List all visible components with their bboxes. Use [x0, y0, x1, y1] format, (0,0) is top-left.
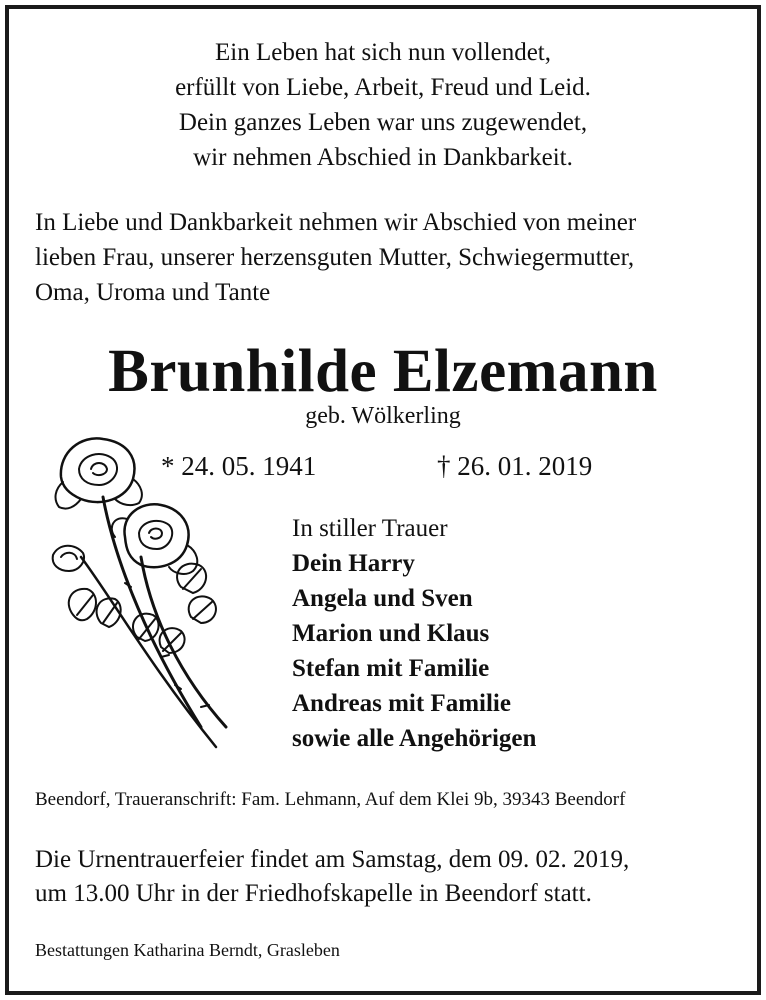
mourner-name: Andreas mit Familie	[292, 690, 511, 717]
mourners-heading: In stiller Trauer	[292, 515, 448, 542]
intro-line: Oma, Uroma und Tante	[35, 279, 271, 306]
intro-line: lieben Frau, unserer herzensguten Mutter, Schwiegermutter,	[35, 244, 635, 271]
poem	[9, 35, 757, 175]
poem-line: Ein Leben hat sich nun vollendet,	[214, 39, 552, 66]
poem-line: Dein ganzes Leben war uns zugewendet,	[178, 109, 588, 136]
ceremony-line: Die Urnentrauerfeier findet am Samstag, dem 09. 02. 2019,	[35, 846, 630, 873]
poem-line: erfüllt von Liebe, Arbeit, Freud und Leid.	[175, 74, 591, 101]
poem-line: wir nehmen Abschied in Dankbarkeit.	[193, 144, 573, 171]
undertaker: Bestattungen Katharina Berndt, Grasleben	[35, 940, 340, 960]
mourner-name: Dein Harry	[292, 550, 415, 577]
deceased-name: Brunhilde Elzemann	[108, 338, 658, 405]
ceremony-info	[35, 843, 747, 911]
mourner-name: Stefan mit Familie	[292, 655, 490, 682]
mourner-name: Marion und Klaus	[292, 620, 490, 647]
birth-date: * 24. 05. 1941	[161, 451, 317, 481]
maiden-name: geb. Wölkerling	[305, 403, 461, 429]
obituary-notice	[5, 5, 761, 995]
mourners	[292, 511, 536, 756]
death-date: † 26. 01. 2019	[437, 451, 593, 481]
intro-text	[35, 205, 747, 310]
ceremony-line: um 13.00 Uhr in der Friedhofskapelle in Beendorf statt.	[35, 880, 592, 907]
intro-line: In Liebe und Dankbarkeit nehmen wir Abschied von meiner	[35, 209, 637, 236]
mourner-name: sowie alle Angehörigen	[292, 725, 537, 752]
mourning-address: Beendorf, Traueranschrift: Fam. Lehmann, Auf dem Klei 9b, 39343 Beendorf	[35, 789, 626, 810]
mourner-name: Angela und Sven	[292, 585, 473, 612]
